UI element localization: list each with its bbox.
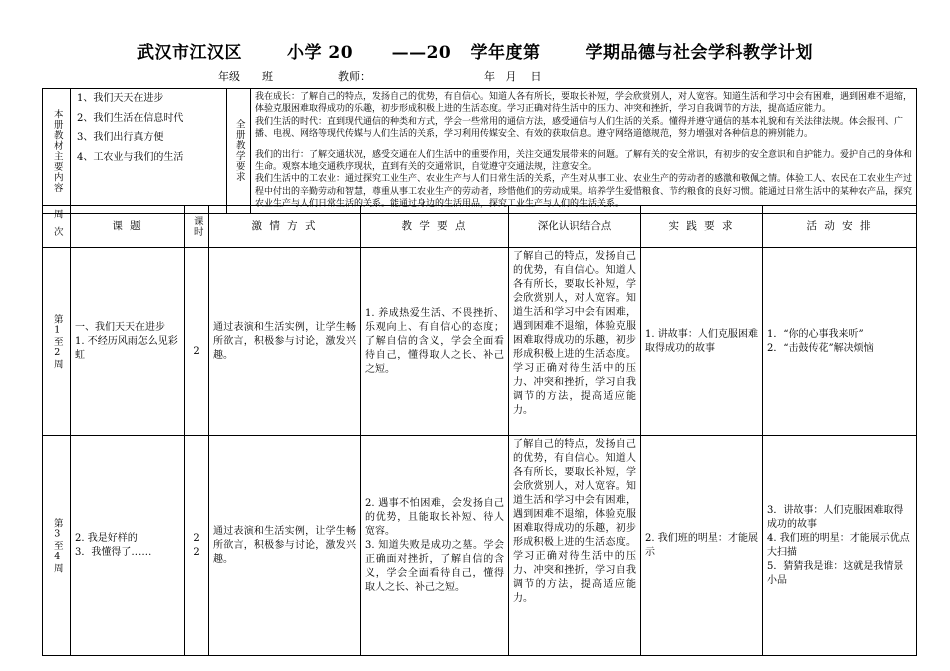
header-hours: 课时: [185, 206, 209, 248]
teacher-label: 教师：: [338, 70, 371, 83]
table-row: [43, 436, 917, 656]
unit-item: 2、我们生活在信息时代: [77, 112, 184, 124]
method-cell: 通过表演和生活实例，让学生畅所欲言，积极参与讨论，激发兴趣。: [209, 436, 361, 656]
grade-label: 年级: [218, 70, 240, 83]
goal-text-cell: [251, 89, 917, 214]
page-title: [0, 38, 950, 63]
goal-paragraph: 我们生活的时代：直到现代通信的种类和方式，学会一些常用的通信方法，感受通信与人们生活的关系。懂得并遵守通信的基本礼貌和有关法律法规。体会报刊、广播、电视、网络等现代传媒与人们生活的关系，学习利用传媒安全、有效的获取信息。遵守网络道德规范，努力增强对各种信息的辨别能力。: [255, 116, 904, 140]
goal-paragraph: 我们生活中的工农业：通过探究工业生产、农业生产与人们日常生活的关系，产生对从事工业、农业生产的劳动者的感激和敬佩之情。体验工人、农民在工农业生产过程中付出的辛勤劳动和智慧，尊重从事工农业生产的劳动者，珍惜他们的劳动成果。培养学生爱惜粮食、节约粮食的良好习惯。能通过日常生活中的某种农产品，探究农业生产与人们日常生活的关系。能通过身边的生活用品，探究工业生产与人们的生活关系。: [255, 174, 913, 210]
points-cell: 1. 养成热爱生活、不畏挫折、乐观向上、有自信心的态度；了解自信的含义，学会全面看待自己，懂得取人之长、补己之短。: [361, 248, 509, 436]
topic-line: 1. 不经历风雨怎么见彩虹: [75, 335, 178, 361]
content-label-cell: [43, 89, 71, 214]
unit-item: 1、我们天天在进步: [77, 93, 164, 104]
goal-paragraph: 我在成长：了解自己的特点，发扬自己的优势，有自信心。知道人各有所长，要取长补短，学会欣赏别人，对人宽容。知道生活和学习中会有困难，遇到困难不退缩，体验克服困难取得成功的乐趣，初步形成积极上进的生活态度。学习正确对待生活中的压力、冲突和挫折，学习自我调节的方法，提高适应能力。: [255, 92, 913, 115]
week-cell: 第1至2周: [43, 248, 71, 436]
topic-line: 一、我们天天在进步: [75, 321, 165, 333]
topic-line: 3．我懂得了……: [75, 546, 152, 558]
practice-cell: 2. 我们班的明星：才能展示: [641, 436, 763, 656]
title-term: 学年度第: [470, 43, 541, 63]
depth-cell: 了解自己的特点，发扬自己的优势，有自信心。知道人各有所长，要取长补短，学会欣赏别人，对人宽容。知道生活和学习中会有困难，遇到困难不退缩，体验克服困难取得成功的乐趣，初步形成积极上进的生活态度。学习正确对待生活中的压力、冲突和挫折，学习自我调节的方法，提高适应能力。: [509, 436, 641, 656]
topic-line: 2. 我是好样的: [75, 532, 138, 544]
header-topic: 课 题: [71, 206, 185, 248]
practice-cell: 1. 讲故事：人们克服困难取得成功的故事: [641, 248, 763, 436]
unit-item: 3、我们出行真方便: [77, 132, 164, 143]
hours-value: 2: [193, 345, 200, 357]
schedule-header-row: [43, 206, 917, 248]
unit-list: [71, 89, 227, 214]
header-depth: 深化认识结合点: [509, 206, 641, 248]
overview-table: [42, 88, 917, 214]
activity-cell: [763, 436, 917, 656]
goal-paragraph: 我们的出行：了解交通状况，感受交通在人们生活中的重要作用，关注交通发展带来的问题。了解有关的安全常识，有初步的安全意识和自护能力。爱护自己的身体和生命。观察本地交通秩序现状，直到有关的交通常识，自觉遵守交通法规，注意安全。: [255, 149, 913, 173]
header-week: 周次: [43, 206, 71, 248]
activity-line: 4. 我们班的明星：才能展示优点大扫描: [767, 532, 910, 558]
hours-cell: [185, 248, 209, 436]
schedule-table: [42, 205, 917, 656]
method-cell: 通过表演和生活实例，让学生畅所欲言，积极参与讨论，激发兴趣。: [209, 248, 361, 436]
class-label: 班: [262, 70, 273, 83]
points-cell: 2. 遇事不怕困难，会发扬自己的优势，且能取长补短、待人宽容。 3. 知道失败是成功之墓。学会正确面对挫折，了解自信的含义，学会全面看待自己，懂得取人之长、补己之短。: [361, 436, 509, 656]
week-cell: 第3至4周: [43, 436, 71, 656]
date-label: 年 月 日: [484, 70, 542, 83]
activity-cell: [763, 248, 917, 436]
activity-line: 2．“击鼓传花”解决烦恼: [767, 342, 874, 354]
hours-cell: [185, 436, 209, 656]
unit-item: 4、工农业与我们的生活: [77, 151, 184, 163]
activity-line: 5．猜猜我是谁：这就是我情景小品: [767, 560, 904, 586]
topic-cell: [71, 248, 185, 436]
title-year: ——20: [391, 43, 452, 63]
topic-cell: [71, 436, 185, 656]
hours-value: 2: [193, 532, 200, 544]
goal-label: 全册教学要求: [233, 119, 245, 183]
hours-value: 2: [193, 546, 200, 558]
title-school: 小学 20: [286, 43, 354, 63]
title-district: 武汉市江汉区: [137, 43, 243, 63]
table-row: [43, 248, 917, 436]
header-method: 激 情 方 式: [209, 206, 361, 248]
activity-line: 1．“你的心事我来听”: [767, 328, 864, 340]
header-points: 教 学 要 点: [361, 206, 509, 248]
header-activity: 活 动 安 排: [763, 206, 917, 248]
depth-cell: 了解自己的特点，发扬自己的优势，有自信心。知道人各有所长，要取长补短，学会欣赏别人，对人宽容。知道生活和学习中会有困难，遇到困难不退缩，体验克服困难取得成功的乐趣，初步形成积极上进的生活态度。学习正确对待生活中的压力、冲突和挫折，学习自我调节的方法，提高适应能力。: [509, 248, 641, 436]
goal-label-cell: [227, 89, 251, 214]
activity-line: 3．讲故事：人们克服困难取得成功的故事: [767, 504, 904, 530]
content-label: 本册教材主要内容: [51, 108, 63, 193]
header-practice: 实 践 要 求: [641, 206, 763, 248]
title-plan: 学期品德与社会学科教学计划: [585, 43, 813, 63]
